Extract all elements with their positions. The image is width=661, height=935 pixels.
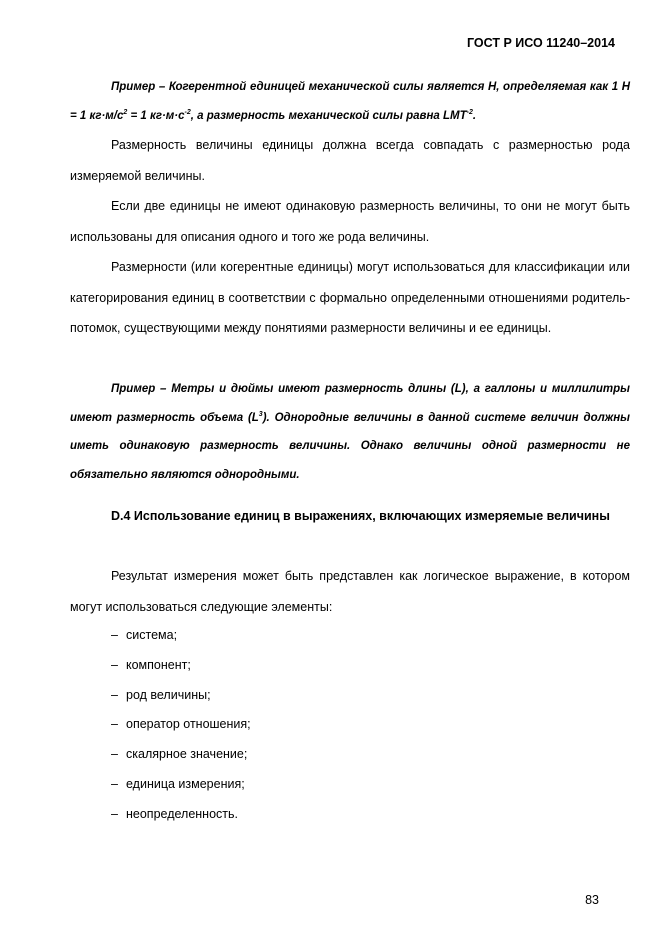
example-1 — [70, 73, 630, 130]
paragraph: Размерность величины единицы должна всегда совпадать с размерностью рода измеряемой величины. — [70, 138, 630, 183]
list-item: – оператор отношения; — [111, 717, 251, 732]
example-2-text: Пример – Метры и дюймы имеют размерность длины (L), а галлоны и миллилитры имеют размерность объема $(L^3)$. Однородные величины в данной системе величин должны иметь одинаковую размерность величины. Однако величины одной размерности не обязательно являются однородными. — [70, 383, 630, 481]
element-list-block — [70, 621, 630, 830]
list-item: – система; — [111, 628, 178, 642]
paragraph: Размерности (или когерентные единицы) могут использоваться для классификации или категорирования единиц в соответствии с формально определенными отношениями родитель-потомок, существующими между понятиями размерности величины и ее единицы. — [70, 260, 630, 335]
body-paragraphs — [70, 130, 630, 344]
section-d4 — [70, 505, 630, 528]
list-item: – неопределенность. — [111, 806, 238, 821]
element-list — [70, 621, 630, 830]
section-heading: D.4 Использование единиц в выражениях, включающих измеряемые величины — [111, 509, 610, 523]
list-item: – единица измерения; — [111, 776, 245, 791]
section-intro: Результат измерения может быть представлен как логическое выражение, в котором могут использоваться следующие элементы: — [70, 569, 630, 614]
list-item: – скалярное значение; — [111, 747, 248, 762]
list-item: – род величины; — [111, 687, 211, 702]
list-item: – компонент; — [111, 657, 191, 672]
section-intro-block — [70, 561, 630, 622]
example-1-text: Пример – Когерентной единицей механической силы является Н, определяемая как 1 Н = 1 $кг\cdot м/с^2 = 1$ $кг\cdot м\cdot с^{-2}$, а размерность механической силы равна $LMT^{-2}$. — [70, 81, 630, 122]
document-header: ГОСТ Р ИСО 11240–2014 — [466, 36, 615, 50]
paragraph: Если две единицы не имеют одинаковую размерность величины, то они не могут быть использованы для описания одного и того же рода величины. — [70, 199, 630, 244]
page-number: 83 — [585, 893, 599, 907]
example-2 — [70, 375, 630, 489]
